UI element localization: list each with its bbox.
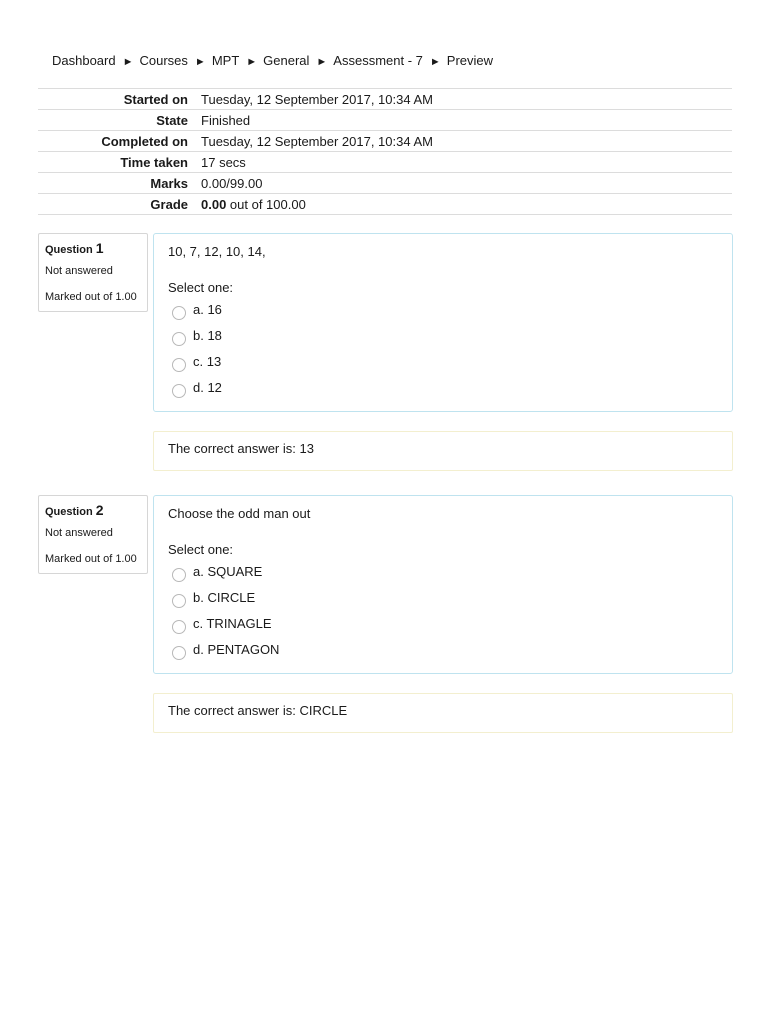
question-number [45, 502, 104, 518]
summary-row-grade [38, 194, 732, 215]
summary-row-marks [38, 173, 732, 194]
option-label: a. SQUARE [193, 564, 263, 579]
grade-score: 0.00 [201, 196, 227, 212]
breadcrumb [52, 53, 493, 68]
summary-row-state [38, 110, 732, 131]
summary-row-started [38, 89, 732, 110]
question-2-info [38, 495, 148, 574]
summary-row-completed [38, 131, 732, 152]
question-marked-out-of: Marked out of 1.00 [45, 291, 137, 303]
time-taken-value: 17 secs [201, 152, 732, 173]
question-1-content [153, 233, 733, 412]
option-d[interactable] [172, 642, 279, 660]
option-label: c. 13 [193, 354, 222, 369]
breadcrumb-courses[interactable]: Courses [139, 53, 188, 68]
time-taken-label: Time taken [38, 152, 201, 173]
question-number [45, 240, 104, 256]
option-label: d. PENTAGON [193, 642, 280, 657]
question-number-value: 1 [95, 240, 104, 256]
option-a[interactable] [172, 564, 262, 582]
question-status: Not answered [45, 527, 113, 539]
question-label: Question [45, 506, 93, 518]
question-2-feedback [153, 693, 733, 733]
select-one-prompt: Select one: [168, 280, 234, 295]
started-value: Tuesday, 12 September 2017, 10:34 AM [201, 89, 732, 110]
question-text: Choose the odd man out [168, 506, 311, 521]
state-label: State [38, 110, 201, 131]
radio-button-icon[interactable] [172, 620, 186, 634]
attempt-summary-table [38, 88, 732, 215]
radio-button-icon[interactable] [172, 306, 186, 320]
summary-row-time [38, 152, 732, 173]
option-label: b. 18 [193, 328, 222, 343]
grade-label: Grade [38, 194, 201, 215]
question-1-info [38, 233, 148, 312]
option-c[interactable] [172, 354, 221, 372]
question-label: Question [45, 244, 93, 256]
completed-value: Tuesday, 12 September 2017, 10:34 AM [201, 131, 732, 152]
radio-button-icon[interactable] [172, 594, 186, 608]
breadcrumb-separator-icon: ► [246, 56, 258, 68]
breadcrumb-general[interactable]: General [263, 53, 310, 68]
completed-label: Completed on [38, 131, 201, 152]
option-label: c. TRINAGLE [193, 616, 272, 631]
select-one-prompt: Select one: [168, 542, 234, 557]
question-number-value: 2 [95, 502, 104, 518]
grade-out-of: out of 100.00 [226, 196, 306, 212]
grade-value [201, 194, 732, 215]
question-2-content [153, 495, 733, 674]
question-marked-out-of: Marked out of 1.00 [45, 553, 137, 565]
radio-button-icon[interactable] [172, 358, 186, 372]
correct-answer-text: The correct answer is: 13 [168, 441, 314, 456]
question-1-feedback [153, 431, 733, 471]
option-c[interactable] [172, 616, 272, 634]
breadcrumb-separator-icon: ► [429, 56, 441, 68]
question-status: Not answered [45, 265, 113, 277]
started-label: Started on [38, 89, 201, 110]
breadcrumb-separator-icon: ► [316, 56, 328, 68]
option-b[interactable] [172, 328, 222, 346]
breadcrumb-dashboard[interactable]: Dashboard [52, 53, 116, 68]
breadcrumb-separator-icon: ► [122, 56, 134, 68]
question-text: 10, 7, 12, 10, 14, [168, 244, 266, 259]
option-a[interactable] [172, 302, 222, 320]
radio-button-icon[interactable] [172, 332, 186, 346]
option-label: a. 16 [193, 302, 222, 317]
state-value: Finished [201, 110, 732, 131]
radio-button-icon[interactable] [172, 568, 186, 582]
breadcrumb-separator-icon: ► [194, 56, 206, 68]
marks-label: Marks [38, 173, 201, 194]
breadcrumb-preview[interactable]: Preview [446, 53, 494, 68]
correct-answer-text: The correct answer is: CIRCLE [168, 703, 348, 718]
breadcrumb-mpt[interactable]: MPT [211, 53, 240, 68]
radio-button-icon[interactable] [172, 646, 186, 660]
option-d[interactable] [172, 380, 222, 398]
option-label: d. 12 [193, 380, 222, 395]
breadcrumb-assessment[interactable]: Assessment - 7 [333, 53, 423, 68]
radio-button-icon[interactable] [172, 384, 186, 398]
option-label: b. CIRCLE [193, 590, 256, 605]
marks-value: 0.00/99.00 [201, 173, 732, 194]
option-b[interactable] [172, 590, 255, 608]
